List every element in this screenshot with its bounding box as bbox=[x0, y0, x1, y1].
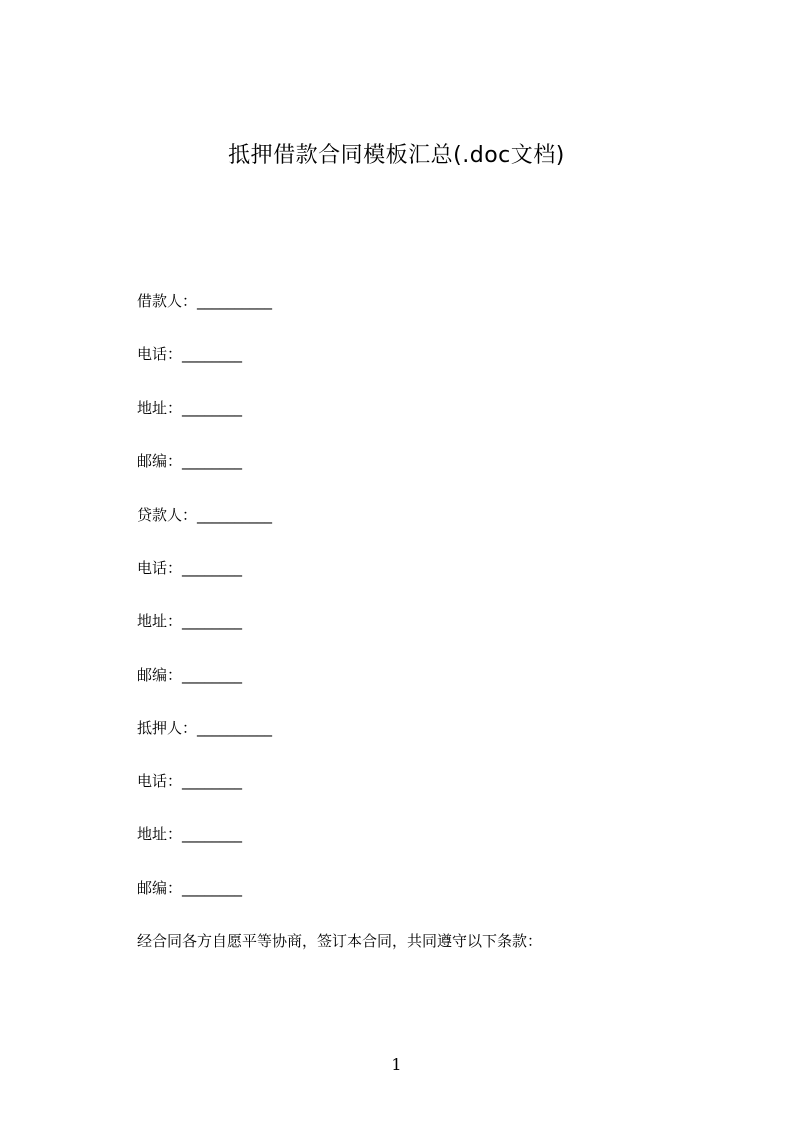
borrower-address-field bbox=[137, 398, 242, 418]
field-blank: __________ bbox=[197, 719, 273, 737]
field-blank: ________ bbox=[182, 452, 243, 470]
field-blank: ________ bbox=[182, 612, 243, 630]
field-label: 电话： bbox=[137, 559, 183, 577]
field-blank: ________ bbox=[182, 666, 243, 684]
borrower-phone-field bbox=[137, 344, 242, 364]
page-number: 1 bbox=[391, 1055, 402, 1074]
field-label: 电话： bbox=[137, 772, 183, 790]
field-label: 邮编： bbox=[137, 879, 183, 897]
lender-field bbox=[137, 505, 272, 525]
document-title: 抵押借款合同模板汇总(.doc文档) bbox=[228, 143, 565, 168]
field-label: 抵押人： bbox=[137, 719, 198, 737]
field-label: 邮编： bbox=[137, 666, 183, 684]
field-label: 贷款人： bbox=[137, 506, 198, 524]
field-blank: __________ bbox=[197, 292, 273, 310]
field-label: 电话： bbox=[137, 345, 183, 363]
field-label: 地址： bbox=[137, 612, 183, 630]
mortgagor-field bbox=[137, 718, 272, 738]
mortgagor-address-field bbox=[137, 824, 242, 844]
field-label: 地址： bbox=[137, 825, 183, 843]
field-blank: ________ bbox=[182, 345, 243, 363]
field-blank: ________ bbox=[182, 825, 243, 843]
field-label: 邮编： bbox=[137, 452, 183, 470]
lender-phone-field bbox=[137, 558, 242, 578]
field-blank: ________ bbox=[182, 772, 243, 790]
lender-address-field bbox=[137, 611, 242, 631]
mortgagor-phone-field bbox=[137, 771, 242, 791]
field-blank: __________ bbox=[197, 506, 273, 524]
field-label: 借款人： bbox=[137, 292, 198, 310]
field-blank: ________ bbox=[182, 559, 243, 577]
contract-intro-paragraph: 经合同各方自愿平等协商，签订本合同，共同遵守以下条款： bbox=[137, 932, 543, 950]
field-blank: ________ bbox=[182, 399, 243, 417]
lender-postcode-field bbox=[137, 665, 242, 685]
borrower-field bbox=[137, 291, 272, 311]
field-label: 地址： bbox=[137, 399, 183, 417]
mortgagor-postcode-field bbox=[137, 878, 242, 898]
field-blank: ________ bbox=[182, 879, 243, 897]
borrower-postcode-field bbox=[137, 451, 242, 471]
